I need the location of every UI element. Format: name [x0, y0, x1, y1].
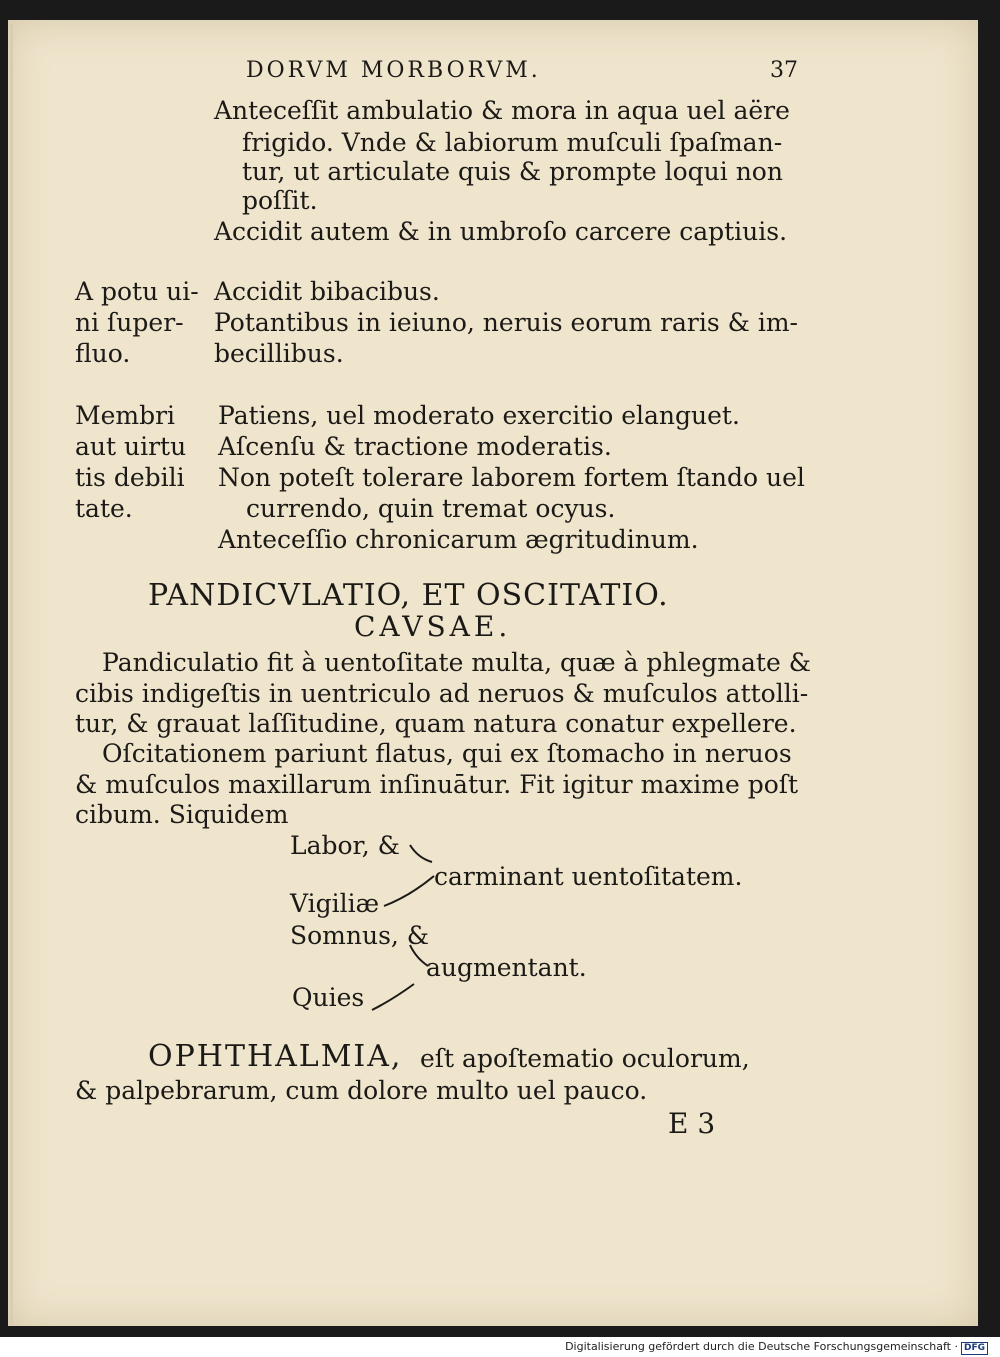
text-line: Oſcitationem pariunt flatus, qui ex ſtomacho in neruos — [102, 739, 792, 768]
text-line: poſſit. — [242, 186, 318, 215]
diagram-result: augmentant. — [426, 953, 587, 982]
section-subheading: CAVSAE. — [354, 610, 512, 643]
text-line: & muſculos maxillarum inſinuātur. Fit igitur maxime poſt — [75, 770, 799, 799]
text-line: cibum. Siquidem — [75, 800, 289, 829]
text-line: Accidit bibacibus. — [214, 277, 440, 306]
page-edge — [10, 24, 13, 1324]
signature-mark: E 3 — [668, 1107, 716, 1140]
text-line: becillibus. — [214, 339, 344, 368]
diagram-item: Labor, & — [290, 831, 400, 860]
margin-note-line: Membri — [75, 401, 176, 430]
text-line: eſt apoſtematio oculorum, — [420, 1044, 750, 1073]
text-line: Accidit autem & in umbroſo carcere captiuis. — [214, 217, 788, 246]
running-head: DORVM MORBORVM. — [246, 58, 541, 83]
text-line: frigido. Vnde & labiorum muſculi ſpaſman- — [242, 128, 783, 157]
text-line: Potantibus in ieiuno, neruis eorum raris & im- — [214, 308, 799, 337]
text-line: Non poteſt tolerare laborem fortem ſtando uel — [218, 463, 805, 492]
margin-note-line: tate. — [75, 494, 133, 523]
footer-credit — [565, 1340, 988, 1355]
margin-note-line: tis debili — [75, 463, 185, 492]
dfg-logo: DFG — [961, 1342, 988, 1355]
diagram-item: Vigiliæ — [290, 889, 380, 918]
margin-note-line: fluo. — [75, 339, 131, 368]
section-heading: PANDICVLATIO, ET OSCITATIO. — [148, 578, 669, 613]
text-line: Aſcenſu & tractione moderatis. — [218, 432, 612, 461]
text-line: Pandiculatio fit à uentoſitate multa, quæ à phlegmate & — [102, 648, 811, 677]
margin-note-line: aut uirtu — [75, 432, 187, 461]
text-line: tur, ut articulate quis & prompte loqui non — [242, 157, 783, 186]
diagram-result: carminant uentoſitatem. — [434, 862, 743, 891]
credit-text: Digitalisierung gefördert durch die Deutsche Forschungsgemeinschaft · — [565, 1340, 958, 1353]
text-line: Patiens, uel moderato exercitio elanguet. — [218, 401, 740, 430]
text-line: Anteceſſit ambulatio & mora in aqua uel aëre — [214, 96, 790, 125]
text-line: Anteceſſio chronicarum ægritudinum. — [218, 525, 699, 554]
text-line: tur, & grauat laſſitudine, quam natura conatur expellere. — [75, 709, 797, 738]
diagram-item: Somnus, & — [290, 921, 430, 950]
ophthalmia-term: OPHTHALMIA, — [148, 1039, 403, 1074]
diagram-item: Quies — [292, 983, 365, 1012]
page-number: 37 — [770, 58, 798, 83]
margin-note-line: ni ſuper- — [75, 308, 184, 337]
text-line: cibis indigeſtis in uentriculo ad neruos & muſculos attolli- — [75, 679, 809, 708]
text-line: currendo, quin tremat ocyus. — [246, 494, 616, 523]
text-line: & palpebrarum, cum dolore multo uel pauco. — [75, 1076, 648, 1105]
margin-note-line: A potu ui- — [75, 277, 199, 306]
